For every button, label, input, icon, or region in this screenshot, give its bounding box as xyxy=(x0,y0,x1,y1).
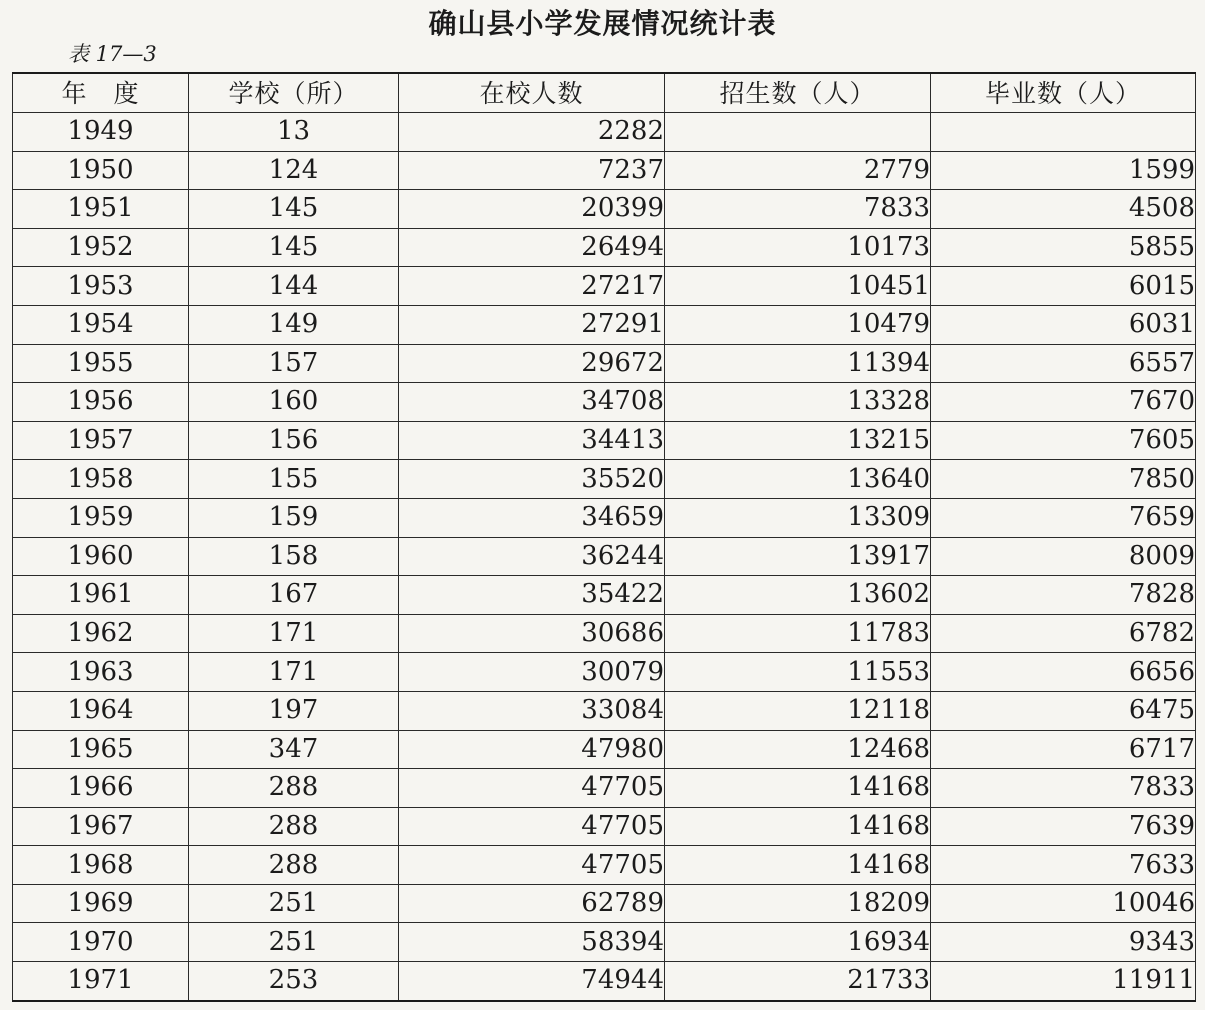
table-body xyxy=(13,113,1196,1001)
cell-schools: 171 xyxy=(189,614,399,653)
table-row xyxy=(13,228,1196,267)
cell-schools: 167 xyxy=(189,576,399,615)
cell-schools: 251 xyxy=(189,923,399,962)
cell-graduates: 7639 xyxy=(931,807,1196,846)
cell-admitted: 2779 xyxy=(665,151,931,190)
cell-graduates: 11911 xyxy=(931,962,1196,1001)
table-row xyxy=(13,576,1196,615)
header-enrolled: 在校人数 xyxy=(399,73,665,113)
cell-graduates: 6031 xyxy=(931,305,1196,344)
cell-year: 1971 xyxy=(13,962,189,1001)
cell-enrolled: 47705 xyxy=(399,769,665,808)
cell-year: 1949 xyxy=(13,113,189,152)
cell-admitted: 13309 xyxy=(665,498,931,537)
cell-admitted: 16934 xyxy=(665,923,931,962)
cell-enrolled: 7237 xyxy=(399,151,665,190)
table-row xyxy=(13,113,1196,152)
cell-enrolled: 35520 xyxy=(399,460,665,499)
cell-admitted: 11783 xyxy=(665,614,931,653)
table-row xyxy=(13,498,1196,537)
cell-admitted: 11553 xyxy=(665,653,931,692)
table-row xyxy=(13,421,1196,460)
table-row xyxy=(13,923,1196,962)
cell-schools: 171 xyxy=(189,653,399,692)
cell-enrolled: 26494 xyxy=(399,228,665,267)
cell-year: 1952 xyxy=(13,228,189,267)
cell-schools: 251 xyxy=(189,884,399,923)
table-row xyxy=(13,846,1196,885)
cell-year: 1961 xyxy=(13,576,189,615)
cell-graduates: 4508 xyxy=(931,190,1196,229)
cell-enrolled: 47705 xyxy=(399,846,665,885)
cell-schools: 155 xyxy=(189,460,399,499)
cell-graduates: 7850 xyxy=(931,460,1196,499)
cell-graduates: 7633 xyxy=(931,846,1196,885)
cell-enrolled: 33084 xyxy=(399,691,665,730)
cell-schools: 288 xyxy=(189,807,399,846)
cell-graduates: 7828 xyxy=(931,576,1196,615)
cell-enrolled: 36244 xyxy=(399,537,665,576)
cell-schools: 149 xyxy=(189,305,399,344)
cell-admitted: 21733 xyxy=(665,962,931,1001)
cell-schools: 145 xyxy=(189,228,399,267)
cell-graduates xyxy=(931,113,1196,152)
cell-graduates: 8009 xyxy=(931,537,1196,576)
cell-admitted: 18209 xyxy=(665,884,931,923)
table-header-row xyxy=(13,73,1196,113)
table-row xyxy=(13,807,1196,846)
header-schools: 学校（所） xyxy=(189,73,399,113)
page-title: 确山县小学发展情况统计表 xyxy=(428,7,777,40)
cell-schools: 145 xyxy=(189,190,399,229)
cell-admitted: 10451 xyxy=(665,267,931,306)
cell-schools: 288 xyxy=(189,769,399,808)
table-row xyxy=(13,344,1196,383)
table-row xyxy=(13,151,1196,190)
cell-year: 1964 xyxy=(13,691,189,730)
cell-schools: 156 xyxy=(189,421,399,460)
cell-admitted: 12468 xyxy=(665,730,931,769)
cell-year: 1955 xyxy=(13,344,189,383)
cell-admitted: 13640 xyxy=(665,460,931,499)
cell-graduates: 6656 xyxy=(931,653,1196,692)
cell-schools: 160 xyxy=(189,383,399,422)
cell-enrolled: 27217 xyxy=(399,267,665,306)
cell-graduates: 6782 xyxy=(931,614,1196,653)
header-graduates: 毕业数（人） xyxy=(931,73,1196,113)
header-admitted: 招生数（人） xyxy=(665,73,931,113)
cell-admitted: 7833 xyxy=(665,190,931,229)
cell-graduates: 1599 xyxy=(931,151,1196,190)
cell-year: 1951 xyxy=(13,190,189,229)
table-row xyxy=(13,884,1196,923)
cell-enrolled: 34708 xyxy=(399,383,665,422)
cell-year: 1959 xyxy=(13,498,189,537)
cell-year: 1965 xyxy=(13,730,189,769)
table-row xyxy=(13,305,1196,344)
table-row xyxy=(13,769,1196,808)
cell-admitted: 14168 xyxy=(665,769,931,808)
cell-enrolled: 35422 xyxy=(399,576,665,615)
cell-admitted: 11394 xyxy=(665,344,931,383)
cell-year: 1967 xyxy=(13,807,189,846)
cell-schools: 13 xyxy=(189,113,399,152)
cell-enrolled: 34413 xyxy=(399,421,665,460)
cell-schools: 157 xyxy=(189,344,399,383)
cell-graduates: 7605 xyxy=(931,421,1196,460)
cell-enrolled: 30686 xyxy=(399,614,665,653)
cell-year: 1963 xyxy=(13,653,189,692)
cell-enrolled: 62789 xyxy=(399,884,665,923)
cell-year: 1956 xyxy=(13,383,189,422)
cell-enrolled: 2282 xyxy=(399,113,665,152)
cell-year: 1953 xyxy=(13,267,189,306)
table-row xyxy=(13,267,1196,306)
cell-admitted: 13215 xyxy=(665,421,931,460)
cell-enrolled: 29672 xyxy=(399,344,665,383)
cell-schools: 253 xyxy=(189,962,399,1001)
table-row xyxy=(13,691,1196,730)
cell-graduates: 6015 xyxy=(931,267,1196,306)
header-year: 年 度 xyxy=(13,73,189,113)
cell-year: 1954 xyxy=(13,305,189,344)
cell-graduates: 7670 xyxy=(931,383,1196,422)
statistics-table xyxy=(12,72,1196,1002)
cell-admitted xyxy=(665,113,931,152)
cell-admitted: 13328 xyxy=(665,383,931,422)
table-row xyxy=(13,962,1196,1001)
cell-year: 1957 xyxy=(13,421,189,460)
table-row xyxy=(13,537,1196,576)
cell-enrolled: 20399 xyxy=(399,190,665,229)
cell-admitted: 14168 xyxy=(665,807,931,846)
table-row xyxy=(13,730,1196,769)
cell-admitted: 13602 xyxy=(665,576,931,615)
table-number: 表 17—3 xyxy=(68,42,157,66)
cell-admitted: 14168 xyxy=(665,846,931,885)
cell-enrolled: 30079 xyxy=(399,653,665,692)
cell-schools: 158 xyxy=(189,537,399,576)
cell-year: 1969 xyxy=(13,884,189,923)
cell-graduates: 10046 xyxy=(931,884,1196,923)
table-row xyxy=(13,190,1196,229)
cell-enrolled: 47705 xyxy=(399,807,665,846)
cell-admitted: 10173 xyxy=(665,228,931,267)
cell-year: 1958 xyxy=(13,460,189,499)
cell-enrolled: 58394 xyxy=(399,923,665,962)
cell-schools: 197 xyxy=(189,691,399,730)
cell-enrolled: 27291 xyxy=(399,305,665,344)
cell-enrolled: 47980 xyxy=(399,730,665,769)
cell-year: 1960 xyxy=(13,537,189,576)
cell-schools: 288 xyxy=(189,846,399,885)
cell-year: 1970 xyxy=(13,923,189,962)
cell-year: 1966 xyxy=(13,769,189,808)
cell-admitted: 13917 xyxy=(665,537,931,576)
cell-graduates: 6557 xyxy=(931,344,1196,383)
cell-schools: 124 xyxy=(189,151,399,190)
cell-schools: 144 xyxy=(189,267,399,306)
table-row xyxy=(13,460,1196,499)
cell-graduates: 5855 xyxy=(931,228,1196,267)
cell-enrolled: 34659 xyxy=(399,498,665,537)
cell-year: 1950 xyxy=(13,151,189,190)
cell-enrolled: 74944 xyxy=(399,962,665,1001)
table-row xyxy=(13,383,1196,422)
table-row xyxy=(13,653,1196,692)
cell-admitted: 12118 xyxy=(665,691,931,730)
cell-graduates: 6475 xyxy=(931,691,1196,730)
cell-graduates: 9343 xyxy=(931,923,1196,962)
cell-schools: 159 xyxy=(189,498,399,537)
cell-graduates: 6717 xyxy=(931,730,1196,769)
cell-graduates: 7659 xyxy=(931,498,1196,537)
cell-graduates: 7833 xyxy=(931,769,1196,808)
cell-year: 1962 xyxy=(13,614,189,653)
cell-year: 1968 xyxy=(13,846,189,885)
cell-admitted: 10479 xyxy=(665,305,931,344)
table-row xyxy=(13,614,1196,653)
cell-schools: 347 xyxy=(189,730,399,769)
